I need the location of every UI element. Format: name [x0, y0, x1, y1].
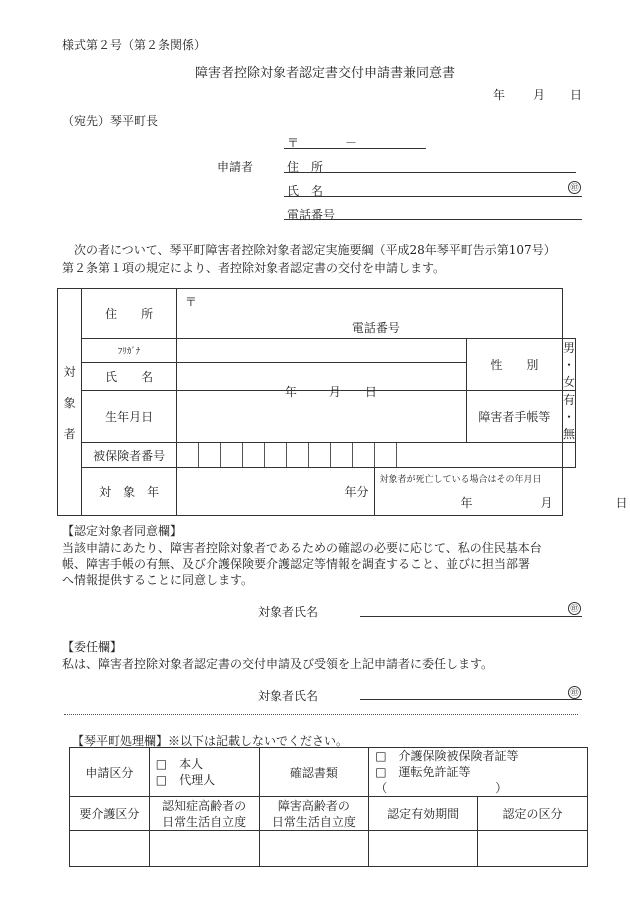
page-title: 障害者控除対象者認定書交付申請書兼同意書 [195, 66, 456, 81]
delegation-signature-field[interactable] [360, 699, 582, 700]
form-number: 様式第２号（第２条関係） [62, 38, 207, 52]
birthdate-field[interactable]: 年 月 日 [176, 391, 466, 443]
office-heading: 【琴平町処理欄】※以下は記載しないでください。 [72, 734, 349, 748]
dementia-value [149, 831, 259, 867]
handbook-label: 障害者手帳等 [466, 391, 562, 443]
dementia-label: 認知症高齢者の 日常生活自立度 [149, 797, 259, 831]
application-type-label: 申請区分 [70, 748, 150, 797]
validity-label: 認定有効期間 [369, 797, 478, 831]
target-year-label: 対 象 年 [82, 468, 177, 516]
consent-line-1: 当該申請にあたり、障害者控除対象者であるための確認の必要に応じて、私の住民基本台 [62, 541, 542, 555]
category-value [478, 831, 588, 867]
confirmation-docs-options [369, 748, 588, 797]
delegation-signature-label: 対象者氏名 [258, 689, 319, 703]
death-date-field[interactable]: 対象者が死亡している場合はその年月日 年 月 日 [375, 468, 563, 516]
subject-name-field[interactable] [176, 362, 466, 390]
doc-insurance: □ 介護保険被保険者証等 [375, 749, 519, 763]
insured-number-field[interactable] [176, 443, 562, 468]
subject-side-label: 対 象 者 [58, 289, 82, 516]
office-table [69, 747, 588, 867]
category-label: 認定の区分 [478, 797, 588, 831]
date-month-label: 月 [533, 88, 546, 102]
divider [64, 714, 578, 715]
gender-options[interactable]: 男 ・ 女 [562, 339, 575, 391]
option-agent: □ 代理人 [155, 773, 216, 787]
applicant-address-field[interactable] [284, 172, 576, 173]
applicant-phone-field[interactable] [284, 219, 582, 220]
applicant-name-field[interactable] [284, 196, 582, 197]
insured-number-label: 被保険者番号 [82, 443, 177, 468]
subject-table [57, 288, 628, 516]
delegation-heading: 【委任欄】 [62, 640, 123, 654]
validity-value [369, 831, 478, 867]
care-level-label: 要介護区分 [70, 797, 150, 831]
date-year-label: 年 [493, 88, 506, 102]
subject-phone-label: 電話番号 [351, 321, 400, 335]
consent-signature-field[interactable] [360, 616, 582, 617]
application-type-options [149, 748, 259, 797]
applicant-postal-dash: － [345, 136, 358, 150]
intro-line-1: 次の者について、琴平町障害者控除対象者認定実施要綱（平成28年琴平町告示第107号） [74, 243, 556, 257]
consent-heading: 【認定対象者同意欄】 [62, 524, 183, 538]
disabled-value [259, 831, 369, 867]
applicant-postal-field[interactable] [284, 148, 426, 149]
subject-address-field[interactable]: 〒 電話番号 [176, 289, 562, 339]
date-day-label: 日 [570, 88, 583, 102]
applicant-phone-label: 電話番号 [287, 208, 336, 222]
furigana-field[interactable] [176, 339, 466, 363]
consent-signature-label: 対象者氏名 [258, 605, 319, 619]
addressee: （宛先）琴平町長 [62, 114, 159, 128]
delegation-text: 私は、障害者控除対象者認定書の交付申請及び受領を上記申請者に委任します。 [62, 657, 494, 671]
applicant-name-label: 氏 名 [287, 184, 324, 198]
death-note: 対象者が死亡している場合はその年月日 [379, 475, 542, 485]
seal-mark: ㊞ [568, 686, 581, 699]
consent-line-2: 帳、障害手帳の有無、及び介護保険要介護認定等情報を調査すること、並びに担当部署 [62, 557, 531, 571]
gender-label: 性 別 [466, 339, 562, 391]
handbook-options[interactable]: 有 ・ 無 [562, 391, 575, 443]
intro-line-2: 第２条第１項の規定により、者控除対象者認定書の交付を申請します。 [62, 261, 446, 275]
consent-line-3: へ情報提供することに同意します。 [62, 573, 254, 587]
applicant-address-label: 住 所 [287, 160, 324, 174]
seal-mark: ㊞ [568, 181, 581, 194]
disabled-label: 障害高齢者の 日常生活自立度 [259, 797, 369, 831]
doc-license: □ 運転免許証等（ ） [375, 765, 508, 795]
option-self: □ 本人 [155, 757, 204, 771]
birthdate-label: 生年月日 [82, 391, 177, 443]
care-level-value [70, 831, 150, 867]
subject-name-label: 氏 名 [82, 362, 177, 390]
seal-mark: ㊞ [568, 602, 581, 615]
furigana-label: ﾌﾘｶﾞﾅ [82, 339, 177, 363]
subject-address-label: 住 所 [82, 289, 177, 339]
target-year-field[interactable]: 年分 [176, 468, 375, 516]
confirmation-docs-label: 確認書類 [259, 748, 369, 797]
applicant-postal-mark: 〒 [287, 136, 300, 150]
applicant-label: 申請者 [217, 160, 254, 174]
